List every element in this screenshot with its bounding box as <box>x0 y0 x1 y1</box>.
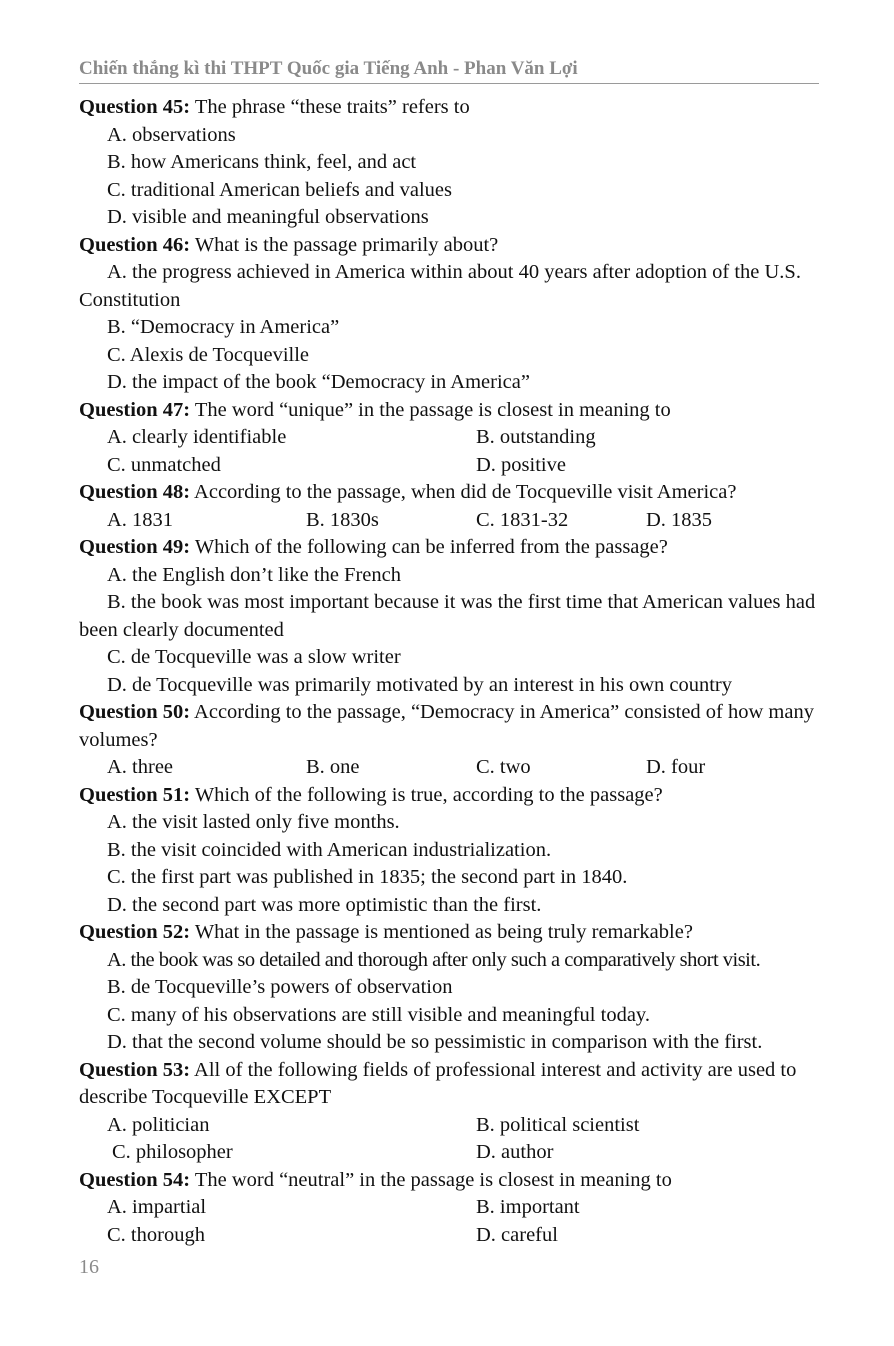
option-b: B. one <box>306 756 360 778</box>
question-stem: Question 53: All of the following fields of professional interest and activity are used to describe Tocqueville EXCEPT <box>79 1058 797 1108</box>
question-stem: Question 50: According to the passage, “Democracy in America” consisted of how many volumes? <box>79 701 814 751</box>
option-d: D. author <box>476 1141 554 1163</box>
question-label: Question 52 <box>79 921 184 943</box>
page-number: 16 <box>79 1256 99 1278</box>
question-text: The word “neutral” in the passage is closest in meaning to <box>190 1168 672 1191</box>
question-47 <box>79 397 819 480</box>
question-stem: Question 47: The word “unique” in the passage is closest in meaning to <box>79 398 671 421</box>
option-b: B. political scientist <box>476 1113 640 1136</box>
option-d: D. that the second volume should be so pessimistic in comparison with the first. <box>107 1031 763 1053</box>
question-label: Question 53 <box>79 1058 184 1081</box>
option-c: C. two <box>476 756 531 778</box>
question-text: According to the passage, “Democracy in America” consisted of how many volumes? <box>79 701 814 751</box>
option-row <box>79 507 819 535</box>
question-stem: Question 49: Which of the following can be inferred from the passage? <box>79 536 668 558</box>
option-c: C. 1831-32 <box>476 508 569 531</box>
question-stem: Question 46: What is the passage primarily about? <box>79 233 499 256</box>
option-a: A. three <box>107 756 174 778</box>
option-c: C. unmatched <box>107 453 221 476</box>
question-text: The phrase “these traits” refers to <box>190 96 470 118</box>
option-a: A. the book was so detailed and thorough after only such a comparatively short visit. <box>107 948 761 971</box>
option-a: A. the progress achieved in America within about 40 years after adoption of the U.S. Constitution <box>79 261 801 311</box>
option-b: B. important <box>476 1196 580 1218</box>
option-row <box>79 452 819 480</box>
question-list <box>79 94 819 1249</box>
option-a: A. impartial <box>107 1196 207 1218</box>
question-label: Question 54 <box>79 1168 184 1191</box>
option-b: B. the visit coincided with American industrialization. <box>107 838 552 861</box>
option-d: D. four <box>646 756 706 778</box>
option-c: C. philosopher <box>112 1141 233 1163</box>
option-c: C. traditional American beliefs and values <box>107 178 452 201</box>
option-a: A. the visit lasted only five months. <box>107 811 400 833</box>
question-text: According to the passage, when did de Tocqueville visit America? <box>190 481 737 503</box>
question-label: Question 49 <box>79 536 184 558</box>
question-label: Question 45 <box>79 96 184 118</box>
question-stem: Question 52: What in the passage is mentioned as being truly remarkable? <box>79 921 693 943</box>
question-text: Which of the following is true, according to the passage? <box>190 783 663 806</box>
question-stem: Question 54: The word “neutral” in the passage is closest in meaning to <box>79 1168 672 1191</box>
question-label: Question 47 <box>79 398 184 421</box>
option-row <box>79 1222 819 1250</box>
question-54 <box>79 1167 819 1250</box>
option-d: D. the impact of the book “Democracy in America” <box>107 371 530 393</box>
option-d: D. careful <box>476 1223 558 1246</box>
option-row <box>79 424 819 452</box>
option-row <box>79 1194 819 1222</box>
option-a: A. observations <box>107 123 236 146</box>
question-stem: Question 48: According to the passage, when did de Tocqueville visit America? <box>79 481 737 503</box>
option-row <box>79 754 819 782</box>
option-d: D. 1835 <box>646 508 713 531</box>
question-46 <box>79 232 819 397</box>
option-d: D. positive <box>476 453 566 476</box>
option-c: C. Alexis de Tocqueville <box>107 343 310 366</box>
option-a: A. clearly identifiable <box>107 426 287 448</box>
option-a: A. the English don’t like the French <box>107 563 401 586</box>
question-50 <box>79 699 819 782</box>
option-c: C. thorough <box>107 1223 205 1246</box>
option-c: C. the first part was published in 1835; the second part in 1840. <box>107 866 628 888</box>
option-b: B. the book was most important because it was the first time that American values had been clearly documented <box>79 591 816 641</box>
question-text: What is the passage primarily about? <box>190 233 499 256</box>
question-51 <box>79 782 819 920</box>
question-label: Question 46 <box>79 233 184 256</box>
option-b: B. de Tocqueville’s powers of observation <box>107 976 453 998</box>
question-48 <box>79 479 819 534</box>
question-text: The word “unique” in the passage is closest in meaning to <box>190 398 671 421</box>
question-stem: Question 51: Which of the following is true, according to the passage? <box>79 783 663 806</box>
question-text: Which of the following can be inferred from the passage? <box>190 536 668 558</box>
question-label: Question 51 <box>79 783 184 806</box>
option-c: C. de Tocqueville was a slow writer <box>107 646 401 668</box>
option-row <box>79 1112 819 1140</box>
option-row <box>79 1139 819 1167</box>
question-label: Question 48 <box>79 481 184 503</box>
question-53 <box>79 1057 819 1167</box>
question-text: What in the passage is mentioned as being truly remarkable? <box>190 921 693 943</box>
option-d: D. the second part was more optimistic than the first. <box>107 893 542 916</box>
option-d: D. de Tocqueville was primarily motivated by an interest in his own country <box>107 673 733 696</box>
option-b: B. “Democracy in America” <box>107 316 340 338</box>
question-52 <box>79 919 819 1057</box>
option-b: B. outstanding <box>476 426 596 448</box>
question-49 <box>79 534 819 699</box>
book-title: Chiến thắng kì thi THPT Quốc gia Tiếng Anh - Phan Văn Lợi <box>79 58 578 79</box>
question-text: All of the following fields of professional interest and activity are used to describe Tocqueville EXCEPT <box>79 1058 797 1108</box>
option-b: B. how Americans think, feel, and act <box>107 151 417 173</box>
option-a: A. politician <box>107 1113 210 1136</box>
question-label: Question 50 <box>79 701 184 723</box>
running-header <box>79 56 819 84</box>
option-c: C. many of his observations are still visible and meaningful today. <box>107 1003 650 1026</box>
option-a: A. 1831 <box>107 508 174 531</box>
question-stem: Question 45: The phrase “these traits” refers to <box>79 96 470 118</box>
option-d: D. visible and meaningful observations <box>107 206 429 228</box>
option-b: B. 1830s <box>306 508 379 531</box>
question-45 <box>79 94 819 232</box>
